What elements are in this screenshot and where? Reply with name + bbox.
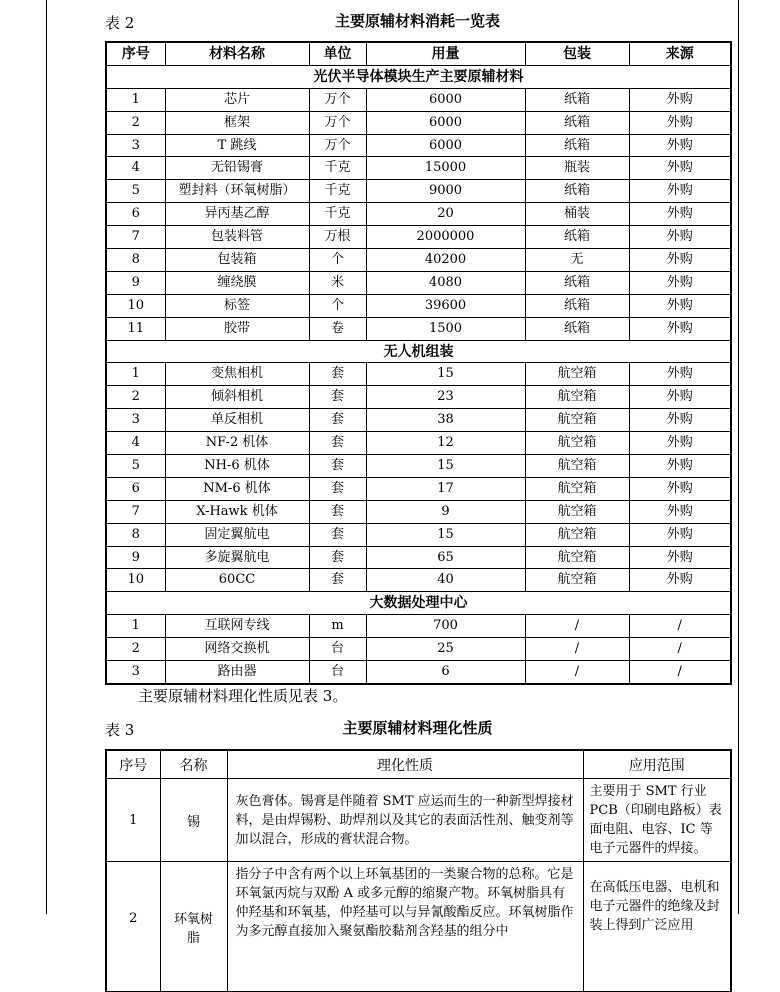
table3-title: 主要原辅材料理化性质 [342,719,493,737]
table-cell: 航空箱 [525,500,629,523]
table-cell: 60CC [165,569,309,592]
table-cell: 外购 [629,317,731,340]
table-row [106,271,731,294]
table3-header-cell: 理化性质 [227,750,583,779]
table-row [106,432,731,455]
table-cell: 网络交换机 [165,638,309,661]
table-cell: 外购 [629,477,731,500]
table-cell: 6 [366,661,525,684]
table-cell: 千克 [309,180,366,203]
table-cell: 38 [366,409,525,432]
table-cell: 2 [106,638,165,661]
table-cell: 8 [106,249,165,272]
table2-title: 主要原辅材料消耗一览表 [334,12,500,30]
table-row [106,615,731,638]
table-row [106,134,731,157]
table-cell: 芯片 [165,88,309,111]
table-row [106,409,731,432]
table-cell: 外购 [629,500,731,523]
table2-section-row [106,340,731,363]
table-cell: 23 [366,386,525,409]
table-cell: 千克 [309,203,366,226]
table-cell: 倾斜相机 [165,386,309,409]
table-cell: 8 [106,523,165,546]
table-cell: 15000 [366,157,525,180]
table-cell: 10 [106,294,165,317]
table-cell: 外购 [629,111,731,134]
table-cell: 2000000 [366,226,525,249]
table-cell: 4 [106,432,165,455]
table-cell: 11 [106,317,165,340]
table-cell: 外购 [629,249,731,272]
table-cell: 胶带 [165,317,309,340]
table-cell: 2 [106,386,165,409]
table-row [106,180,731,203]
table-cell: 套 [309,569,366,592]
table-cell: 2 [106,111,165,134]
table-cell: 外购 [629,271,731,294]
table-cell: 航空箱 [525,432,629,455]
table2-header-cell: 单位 [309,42,366,65]
table-cell: 9 [106,546,165,569]
table-row [106,862,731,992]
page-border-right [738,0,739,914]
table-cell: 6000 [366,111,525,134]
table-cell: 包装料管 [165,226,309,249]
material-name: 锡 [160,779,227,862]
table-cell: 外购 [629,363,731,386]
table2-header-cell: 来源 [629,42,731,65]
table3-caption [105,717,730,741]
table-cell: 外购 [629,294,731,317]
material-usage: 主要用于 SMT 行业 PCB（印刷电路板）表面电阻、电容、IC 等电子元器件的焊接。 [583,779,731,862]
table-cell: 1 [106,88,165,111]
table-cell: 1 [106,615,165,638]
table-cell: 米 [309,271,366,294]
table-cell: 外购 [629,226,731,249]
table-cell: 40200 [366,249,525,272]
table-cell: 路由器 [165,661,309,684]
table-cell: 3 [106,409,165,432]
table-cell: 纸箱 [525,134,629,157]
table-cell: 个 [309,294,366,317]
table-cell: / [629,661,731,684]
table-cell: 套 [309,455,366,478]
table-cell: 39600 [366,294,525,317]
table-cell: 10 [106,569,165,592]
table-row [106,249,731,272]
table-cell: 航空箱 [525,363,629,386]
table-cell: 纸箱 [525,111,629,134]
table-cell: 台 [309,661,366,684]
table-cell: / [629,615,731,638]
table-cell: 单反相机 [165,409,309,432]
table-cell: 缠绕膜 [165,271,309,294]
table-cell: 万根 [309,226,366,249]
table-cell: 15 [366,523,525,546]
table2-section-title: 无人机组装 [106,340,731,363]
table2-header-cell: 序号 [106,42,165,65]
table3-header-cell: 序号 [106,750,160,779]
table-row [106,523,731,546]
property-row-number: 1 [106,779,160,862]
table2-header-cell: 用量 [366,42,525,65]
table-cell: 套 [309,386,366,409]
table-cell: 纸箱 [525,180,629,203]
table-cell: / [525,661,629,684]
table-row [106,386,731,409]
table-cell: 套 [309,546,366,569]
table-cell: 3 [106,661,165,684]
table-cell: 塑封料（环氧树脂） [165,180,309,203]
table-cell: 外购 [629,569,731,592]
property-row-number: 2 [106,862,160,992]
table-row [106,294,731,317]
table-cell: 9 [366,500,525,523]
table-cell: 外购 [629,157,731,180]
table-cell: 套 [309,432,366,455]
table-cell: 1500 [366,317,525,340]
table-cell: 6 [106,203,165,226]
table3-number: 表 3 [105,721,135,739]
table-cell: 万个 [309,134,366,157]
material-property: 指分子中含有两个以上环氧基团的一类聚合物的总称。它是环氧氯丙烷与双酚 A 或多元醇的缩聚产物。环氧树脂具有仲羟基和环氧基，仲羟基可以与异氰酸酯反应。环氧树脂作为多元醇直接加入聚氨酯胶黏剂含羟基的组分中 [227,862,583,992]
table-cell: 万个 [309,88,366,111]
table-cell: 4080 [366,271,525,294]
table2-caption [105,10,730,34]
table-cell: 航空箱 [525,523,629,546]
table-cell: 7 [106,500,165,523]
table-cell: / [525,638,629,661]
table-cell: 标签 [165,294,309,317]
table-cell: 个 [309,249,366,272]
table-row [106,455,731,478]
table-cell: 万个 [309,111,366,134]
table-cell: 固定翼航电 [165,523,309,546]
table-row [106,661,731,684]
table-row [106,226,731,249]
table-cell: 外购 [629,546,731,569]
table2-section-title: 光伏半导体模块生产主要原辅材料 [106,65,731,88]
table-cell: 外购 [629,203,731,226]
table-cell: 5 [106,180,165,203]
material-name: 环氧树脂 [160,862,227,992]
table-cell: T 跳线 [165,134,309,157]
table-row [106,779,731,862]
table-cell: 航空箱 [525,409,629,432]
table-row [106,477,731,500]
table-cell: 包装箱 [165,249,309,272]
table-row [106,500,731,523]
table-cell: 卷 [309,317,366,340]
table-cell: 20 [366,203,525,226]
table-cell: 纸箱 [525,294,629,317]
table-row [106,111,731,134]
table-cell: 外购 [629,180,731,203]
table-cell: 异丙基乙醇 [165,203,309,226]
table-cell: 套 [309,523,366,546]
table-cell: NM-6 机体 [165,477,309,500]
table-cell: 15 [366,455,525,478]
table-cell: 6000 [366,134,525,157]
table-cell: 6 [106,477,165,500]
table-cell: 桶装 [525,203,629,226]
table2-section-title: 大数据处理中心 [106,592,731,615]
table-cell: 框架 [165,111,309,134]
table-cell: 17 [366,477,525,500]
table-row [106,203,731,226]
table3-header-cell: 名称 [160,750,227,779]
table3-header-cell: 应用范围 [583,750,731,779]
table-cell: 千克 [309,157,366,180]
table-cell: 套 [309,363,366,386]
table-cell: 航空箱 [525,386,629,409]
table-cell: 外购 [629,134,731,157]
table-cell: 700 [366,615,525,638]
table-cell: 外购 [629,409,731,432]
material-usage: 在高低压电器、电机和电子元器件的绝缘及封装上得到广泛应用 [583,862,731,992]
table-cell: 5 [106,455,165,478]
table-cell: 12 [366,432,525,455]
table-row [106,363,731,386]
table-cell: NF-2 机体 [165,432,309,455]
table3-reference-paragraph: 主要原辅材料理化性质见表 3。 [138,687,348,705]
table3-header-row [106,750,731,779]
table-cell: 9 [106,271,165,294]
table-cell: 无 [525,249,629,272]
table-cell: 1 [106,363,165,386]
table-cell: 9000 [366,180,525,203]
table-row [106,157,731,180]
table-cell: 纸箱 [525,317,629,340]
table-cell: 外购 [629,455,731,478]
table-cell: m [309,615,366,638]
table2-header-cell: 包装 [525,42,629,65]
table-row [106,88,731,111]
materials-consumption-table [105,41,732,685]
table-cell: NH-6 机体 [165,455,309,478]
table-row [106,546,731,569]
table-cell: 外购 [629,386,731,409]
table2-number: 表 2 [105,14,135,32]
table-cell: 40 [366,569,525,592]
table-cell: 6000 [366,88,525,111]
table-cell: X-Hawk 机体 [165,500,309,523]
table-cell: 3 [106,134,165,157]
table-cell: 4 [106,157,165,180]
table-row [106,569,731,592]
table-cell: 航空箱 [525,477,629,500]
table-cell: 瓶装 [525,157,629,180]
table-cell: 互联网专线 [165,615,309,638]
table-cell: 无铅锡膏 [165,157,309,180]
table-cell: 纸箱 [525,88,629,111]
table-cell: 7 [106,226,165,249]
table-cell: 台 [309,638,366,661]
table-cell: 航空箱 [525,546,629,569]
table-cell: / [629,638,731,661]
table-cell: 多旋翼航电 [165,546,309,569]
table2-header-cell: 材料名称 [165,42,309,65]
table-cell: 纸箱 [525,271,629,294]
table-row [106,638,731,661]
table-cell: 外购 [629,523,731,546]
materials-properties-table [105,749,732,992]
table-cell: 套 [309,477,366,500]
table-cell: 15 [366,363,525,386]
table2-header-row [106,42,731,65]
table2-section-row [106,592,731,615]
table-cell: 外购 [629,88,731,111]
table2-section-row [106,65,731,88]
table-row [106,317,731,340]
table-cell: 25 [366,638,525,661]
table-cell: 变焦相机 [165,363,309,386]
table-cell: / [525,615,629,638]
table-cell: 套 [309,500,366,523]
page-border-left [46,0,47,914]
table-cell: 外购 [629,432,731,455]
material-property: 灰色膏体。锡膏是伴随着 SMT 应运而生的一种新型焊接材料，是由焊锡粉、助焊剂以及其它的表面活性剂、触变剂等加以混合，形成的膏状混合物。 [227,779,583,862]
table-cell: 纸箱 [525,226,629,249]
table-cell: 航空箱 [525,569,629,592]
table-cell: 航空箱 [525,455,629,478]
table-cell: 套 [309,409,366,432]
table-cell: 65 [366,546,525,569]
